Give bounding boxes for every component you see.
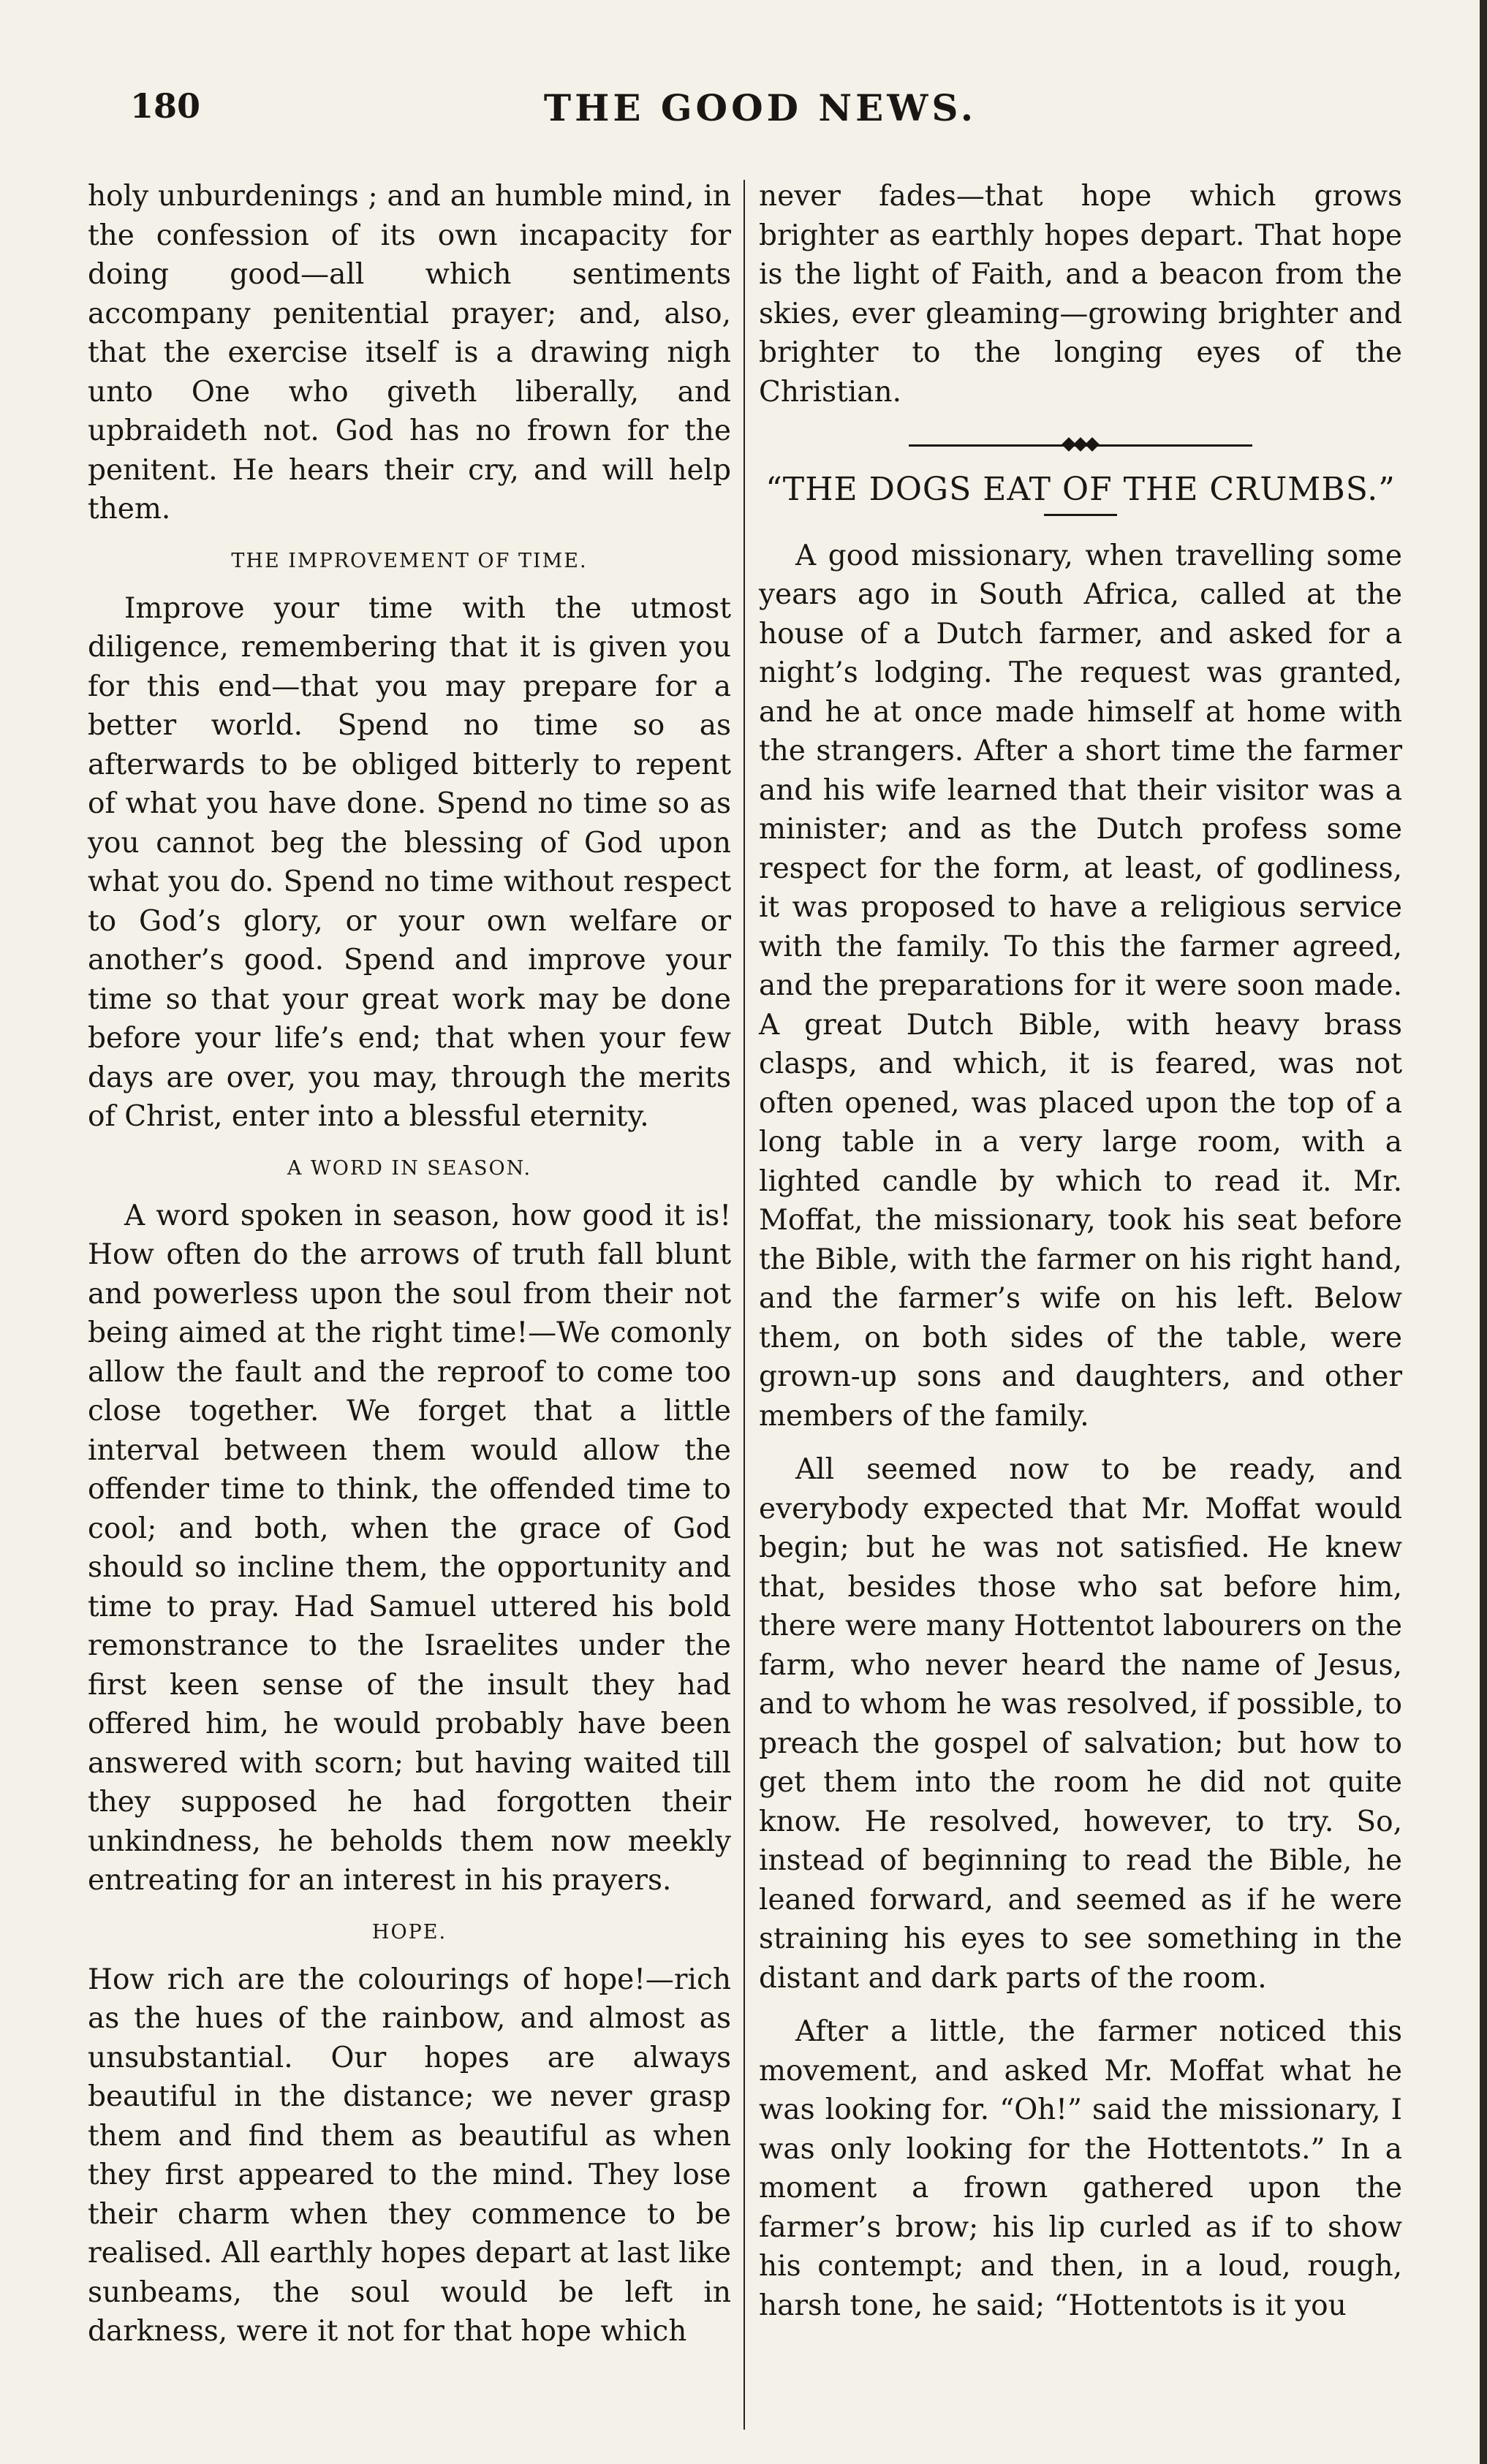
- left-column: [88, 177, 731, 2351]
- running-title: THE GOOD NEWS.: [543, 86, 977, 129]
- column-divider: [744, 180, 745, 2430]
- ornament-diamond: [1085, 437, 1100, 452]
- opening-paragraph: holy unburdenings ; and an humble mind, in the confession of its own incapacity for doing good—all which sentiments accompany penitential prayer; and, also, that the exercise itself is a drawing nigh unto One who giveth liberally, and upbraideth not. God has no frown for the penitent. He hears their cry, and will help them.: [88, 180, 731, 526]
- section-heading-word-in-season: A WORD IN SEASON.: [287, 1156, 532, 1180]
- continued-paragraph: never fades—that hope which grows brighter as earthly hopes depart. That hope is the light of Faith, and a beacon from the skies, ever gleaming—growing brighter and brighter to the longing eyes of the Christian.: [759, 180, 1402, 409]
- ornamental-rule: [909, 436, 1252, 454]
- section-body-hope: How rich are the colourings of hope!—rich as the hues of the rainbow, and almost as unsubstantial. Our hopes are always beautiful in the distance; we never grasp them and find them as beautiful as when they first appeared to the mind. They lose their charm when they commence to be realised. All earthly hopes depart at last like sunbeams, the soul would be left in darkness, were it not for that hope which: [88, 1963, 731, 2348]
- article-title: “THE DOGS EAT OF THE CRUMBS.”: [765, 471, 1396, 508]
- title-underline: [1044, 514, 1117, 516]
- article-paragraph: A good missionary, when travelling some years ago in South Africa, called at the house of a Dutch farmer, and asked for a night’s lodging. The request was granted, and he at once made himself at home with the strangers. After a short time the farmer and his wife learned that their visitor was a minister; and as the Dutch profess some respect for the form, at least, of godliness, it was proposed to have a religious service with the family. To this the farmer agreed, and the preparations for it were soon made. A great Dutch Bible, with heavy brass clasps, and which, it is feared, was not often opened, was placed upon the top of a long table in a very large room, with a lighted candle by which to read it. Mr. Moffat, the missionary, took his seat before the Bible, with the farmer on his right hand, and the farmer’s wife on his left. Below them, on both sides of the table, were grown-up sons and daughters, and other members of the family.: [759, 539, 1402, 1433]
- page-edge-border: [1480, 0, 1487, 2464]
- section-heading-improvement-of-time: THE IMPROVEMENT OF TIME.: [231, 549, 588, 572]
- article-paragraph: All seemed now to be ready, and everybody expected that Mr. Moffat would begin; but he was not satisfied. He knew that, besides those who sat before him, there were many Hottentot labourers on the farm, who never heard the name of Jesus, and to whom he was resolved, if possible, to preach the gospel of salvation; but how to get them into the room he did not quite know. He resolved, however, to try. So, instead of beginning to read the Bible, he leaned forward, and seemed as if he were straining his eyes to see something in the distant and dark parts of the room.: [759, 1453, 1402, 1995]
- right-column: [759, 177, 1402, 2325]
- page-number: 180: [130, 86, 201, 126]
- section-body-word-in-season: A word spoken in season, how good it is! How often do the arrows of truth fall blunt and powerless upon the soul from their not being aimed at the right time!—We comonly allow the fault and the reproof to come too close together. We forget that a little interval between them would allow the offender time to think, the offended time to cool; and both, when the grace of God should so incline them, the opportunity and time to pray. Had Samuel uttered his bold remonstrance to the Israelites under the first keen sense of the insult they had offered him, he would probably have been answered with scorn; but having waited till they supposed he had forgotten their unkindness, he beholds them now meekly entreating for an interest in his prayers.: [88, 1199, 731, 1897]
- page-header: [117, 86, 1404, 145]
- section-body-improvement-of-time: Improve your time with the utmost diligence, remembering that it is given you for this end—that you may prepare for a better world. Spend no time so as afterwards to be obliged bitterly to repent of what you have done. Spend no time so as you cannot beg the blessing of God upon what you do. Spend no time without respect to God’s glory, or your own welfare or another’s good. Spend and improve your time so that your great work may be done before your life’s end; that when your few days are over, you may, through the merits of Christ, enter into a blessful eternity.: [88, 591, 731, 1133]
- article-paragraph: After a little, the farmer noticed this movement, and asked Mr. Moffat what he was looking for. “Oh!” said the missionary, I was only looking for the Hottentots.” In a moment a frown gathered upon the farmer’s brow; his lip curled as if to show his contempt; and then, in a loud, rough, harsh tone, he said; “Hottentots is it you: [759, 2015, 1402, 2322]
- section-heading-hope: HOPE.: [371, 1920, 447, 1944]
